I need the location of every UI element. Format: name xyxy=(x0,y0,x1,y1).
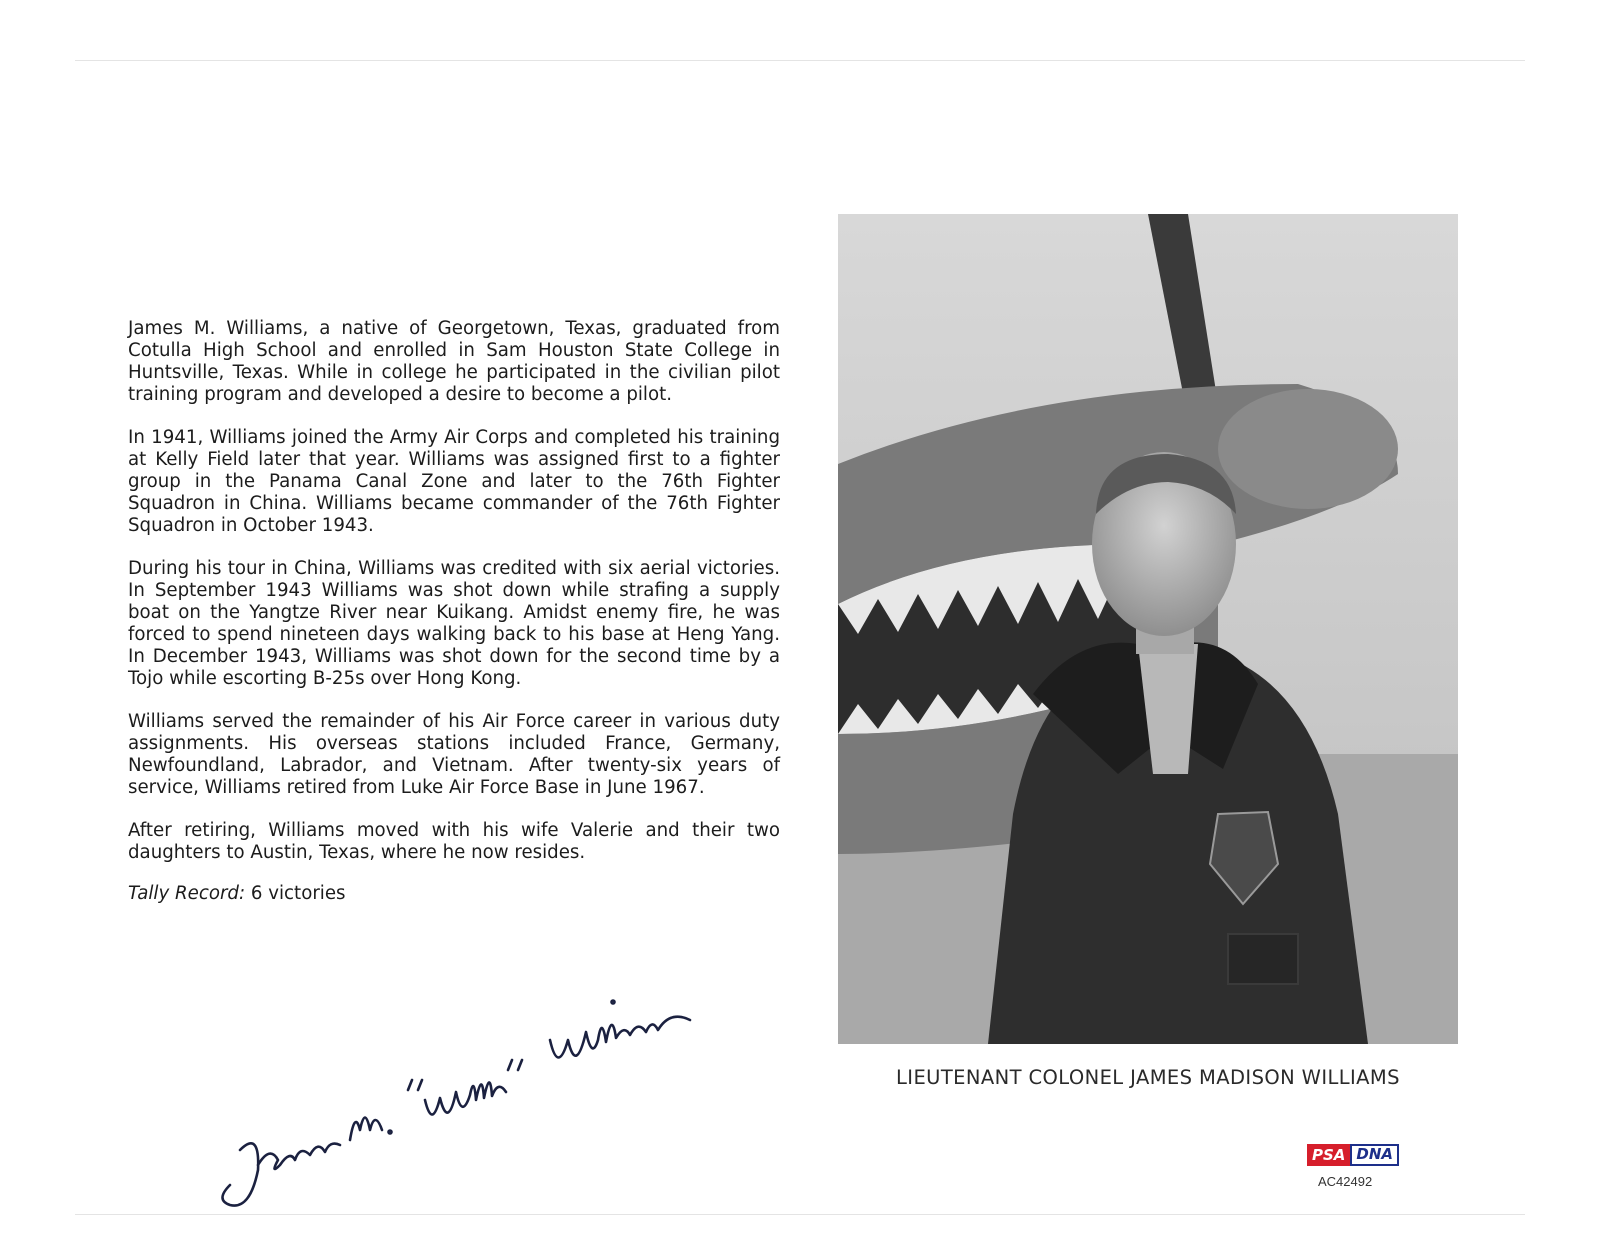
dna-logo-text: DNA xyxy=(1350,1144,1399,1166)
psa-dna-logo xyxy=(1307,1144,1399,1166)
biography-text xyxy=(128,318,780,926)
photo-caption: LIEUTENANT COLONEL JAMES MADISON WILLIAMS xyxy=(896,1066,1400,1089)
signature-image xyxy=(200,980,760,1230)
tally-label: Tally Record: xyxy=(128,883,246,904)
bio-paragraph-5: After retiring, Williams moved with his wife Valerie and their two daughters to Austin, Texas, where he now resides. xyxy=(128,820,780,863)
psa-logo-text: PSA xyxy=(1307,1144,1350,1166)
bio-paragraph-1: James M. Williams, a native of Georgetown, Texas, graduated from Cotulla High School and enrolled in Sam Houston State College in Huntsville, Texas. While in college he participated in the civilian pilot training program and developed a desire to become a pilot. xyxy=(128,318,780,405)
portrait-photo xyxy=(838,214,1458,1044)
top-rule xyxy=(75,60,1525,61)
tally-record xyxy=(128,883,780,905)
bottom-rule xyxy=(75,1214,1525,1215)
bio-paragraph-3: During his tour in China, Williams was credited with six aerial victories. In September 1943 Williams was shot down while strafing a supply boat on the Yangtze River near Kuikang. Amidst enemy fire, he was forced to spend nineteen days walking back to his base at Heng Yang. In December 1943, Williams was shot down for the second time by a Tojo while escorting B-25s over Hong Kong. xyxy=(128,558,780,689)
tally-value: 6 victories xyxy=(245,883,346,904)
bio-paragraph-2: In 1941, Williams joined the Army Air Corps and completed his training at Kelly Field later that year. Williams was assigned first to a fighter group in the Panama Canal Zone and later to the 76th Fighter Squadron in China. Williams became commander of the 76th Fighter Squadron in October 1943. xyxy=(128,427,780,536)
bio-paragraph-4: Williams served the remainder of his Air Force career in various duty assignments. His overseas stations included France, Germany, Newfoundland, Labrador, and Vietnam. After twenty-six years of service, Williams retired from Luke Air Force Base in June 1967. xyxy=(128,711,780,798)
certificate-number: AC42492 xyxy=(1318,1174,1373,1189)
